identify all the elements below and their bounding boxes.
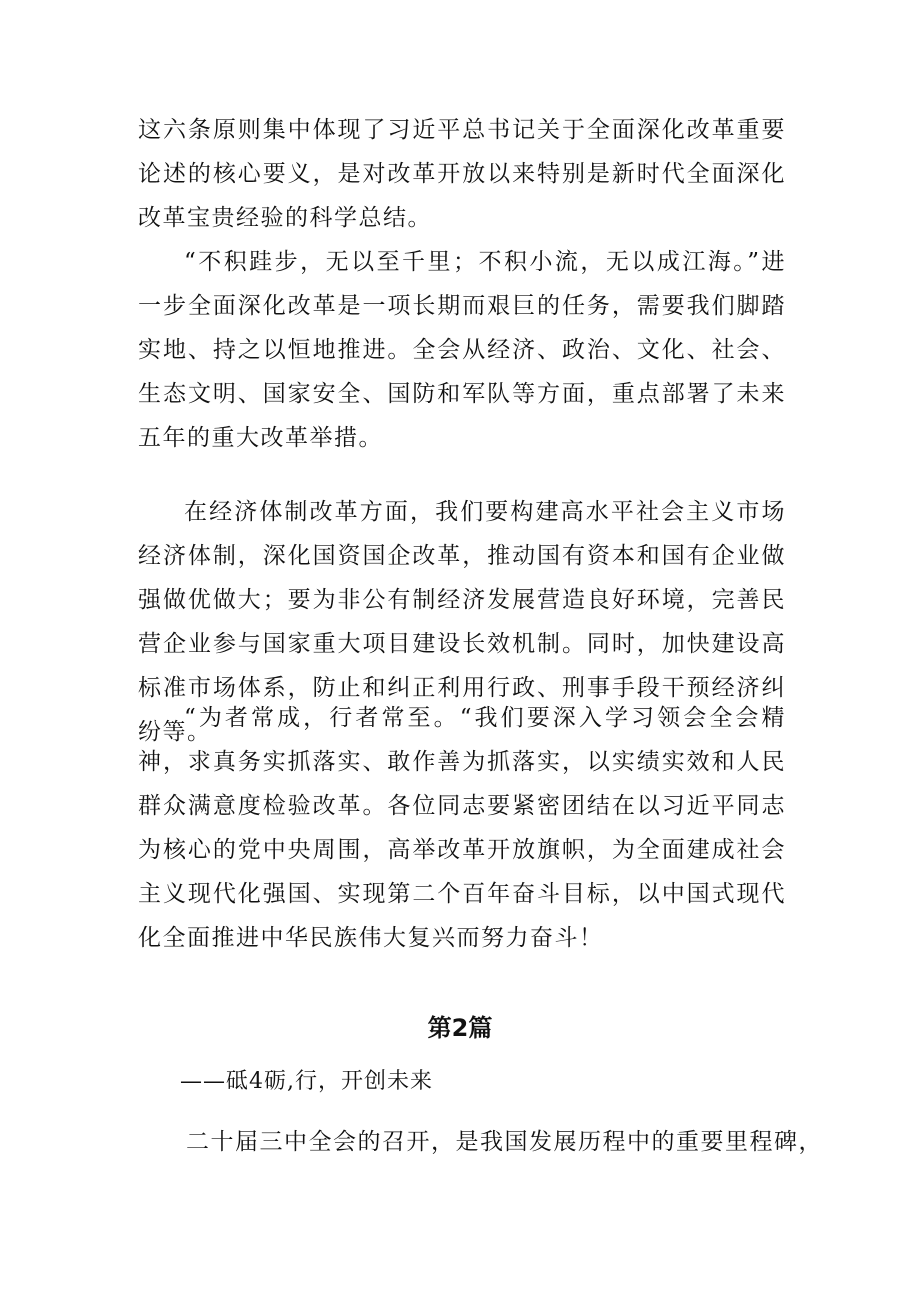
- paragraph-call-to-action: “为者常成，行者常至。“我们要深入学习领会全会精神，求真务实抓落实、敢作善为抓落实，以实绩实效和人民群众满意度检验改革。各位同志要紧密团结在以习近平同志为核心的党中央周围，高举改革开放旗帜，为全面建成社会主义现代化强国、实现第二个百年奋斗目标，以中国式现代化全面推进中华民族伟大复兴而努力奋斗！: [138, 705, 786, 951]
- paragraph-principles-summary: 这六条原则集中体现了习近平总书记关于全面深化改革重要论述的核心要义，是对改革开放以来特别是新时代全面深化改革宝贵经验的科学总结。: [138, 117, 786, 231]
- section-subtitle: ——砥4砺,行，开创未来: [180, 1069, 433, 1094]
- section-heading: 第2篇: [427, 1014, 493, 1042]
- paragraph-deepen-reform: “不积跬步，无以至千里；不积小流，无以成江海。”进一步全面深化改革是一项长期而艰巨的任务，需要我们脚踏实地、持之以恒地推进。全会从经济、政治、文化、社会、生态文明、国家安全、国防和军队等方面，重点部署了未来五年的重大改革举措。: [138, 249, 786, 451]
- paragraph-economic-reform: 在经济体制改革方面，我们要构建高水平社会主义市场经济体制，深化国资国企改革，推动国有资本和国有企业做强做优做大；要为非公有制经济发展营造良好环境，完善民营企业参与国家重大项目建设长效机制。同时，加快建设高标准市场体系，防止和纠正利用行政、刑事手段干预经济纠纷等。: [138, 499, 786, 745]
- section-lead-paragraph: 二十届三中全会的召开，是我国发展历程中的重要里程碑，: [186, 1129, 823, 1155]
